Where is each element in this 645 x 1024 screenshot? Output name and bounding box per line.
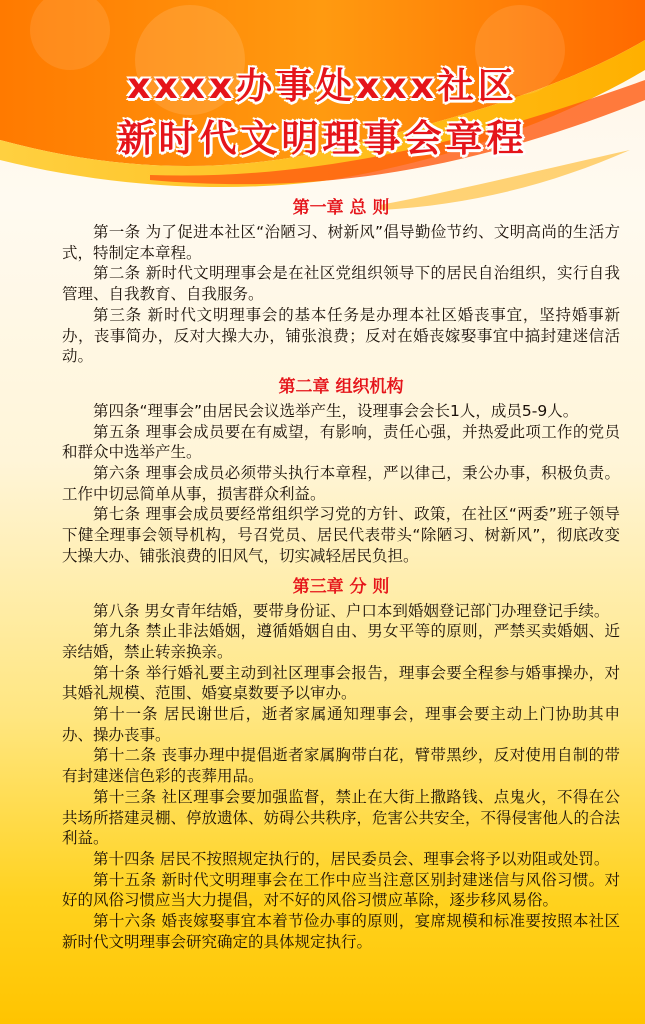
article: 第十一条 居民谢世后，逝者家属通知理事会，理事会要主动上门协助其申办、操办丧事。 [62, 705, 620, 744]
charter-content [62, 192, 620, 953]
title-line-1: xxxx办事处xxx社区 [127, 66, 518, 107]
article: 第四条“理事会”由居民会议选举产生，设理事会会长1人，成员5-9人。 [93, 401, 579, 420]
article: 第六条 理事会成员必须带头执行本章程，严以律己，秉公办事，积极负责。工作中切忌简单从事，损害群众利益。 [62, 464, 620, 503]
chapter-1 [62, 196, 620, 367]
article: 第十四条 居民不按照规定执行的，居民委员会、理事会将予以劝阻或处罚。 [93, 849, 610, 868]
article: 第十三条 社区理事会要加强监督，禁止在大街上撒路钱、点鬼火，不得在公共场所搭建灵棚、停放遗体、妨碍公共秩序，危害公共安全，不得侵害他人的合法利益。 [62, 787, 621, 848]
article: 第一条 为了促进本社区“治陋习、树新风”倡导勤俭节约、文明高尚的生活方式，特制定本章程。 [62, 223, 620, 262]
article: 第十二条 丧事办理中提倡逝者家属胸带白花，臂带黑纱，反对使用自制的带有封建迷信色彩的丧葬用品。 [62, 746, 620, 786]
article: 第三条 新时代文明理事会的基本任务是办理本社区婚丧事宜，坚持婚事新办，丧事简办，反对大操大办，铺张浪费；反对在婚丧嫁娶事宜中搞封建迷信活动。 [62, 305, 620, 366]
article: 第九条 禁止非法婚姻，遵循婚姻自由、男女平等的原则，严禁买卖婚姻、近亲结婚，禁止转亲换亲。 [62, 622, 620, 661]
article: 第十六条 婚丧嫁娶事宜本着节俭办事的原则，宴席规模和标准要按照本社区新时代文明理事会研究确定的具体规定执行。 [62, 912, 620, 951]
chapter-2 [62, 375, 620, 567]
chapter-heading: 第二章 组织机构 [278, 376, 404, 397]
article: 第十条 举行婚礼要主动到社区理事会报告，理事会要全程参与婚事操办，对其婚礼规模、范围、婚宴桌数要予以审办。 [62, 663, 620, 703]
article: 第十五条 新时代文明理事会在工作中应当注意区别封建迷信与风俗习惯。对好的风俗习惯应当大力提倡，对不好的风俗习惯应革除，逐步移风易俗。 [62, 870, 620, 910]
title-line-2: 新时代文明理事会章程 [117, 117, 528, 160]
article: 第八条 男女青年结婚，要带身份证、户口本到婚姻登记部门办理登记手续。 [93, 601, 610, 620]
chapter-3 [62, 575, 620, 953]
article: 第五条 理事会成员要在有威望，有影响，责任心强，并热爱此项工作的党员和群众中选举产生。 [62, 422, 620, 462]
chapter-heading: 第三章 分 则 [292, 576, 390, 597]
chapter-heading: 第一章 总 则 [292, 198, 390, 218]
article: 第二条 新时代文明理事会是在社区党组织领导下的居民自治组织，实行自我管理、自我教育、自我服务。 [62, 264, 620, 304]
article: 第七条 理事会成员要经常组织学习党的方针、政策，在社区“两委”班子领导下健全理事会领导机构，号召党员、居民代表带头“除陋习、树新风”，彻底改变大操大办、铺张浪费的旧风气，切实减轻居民负担。 [62, 505, 620, 565]
